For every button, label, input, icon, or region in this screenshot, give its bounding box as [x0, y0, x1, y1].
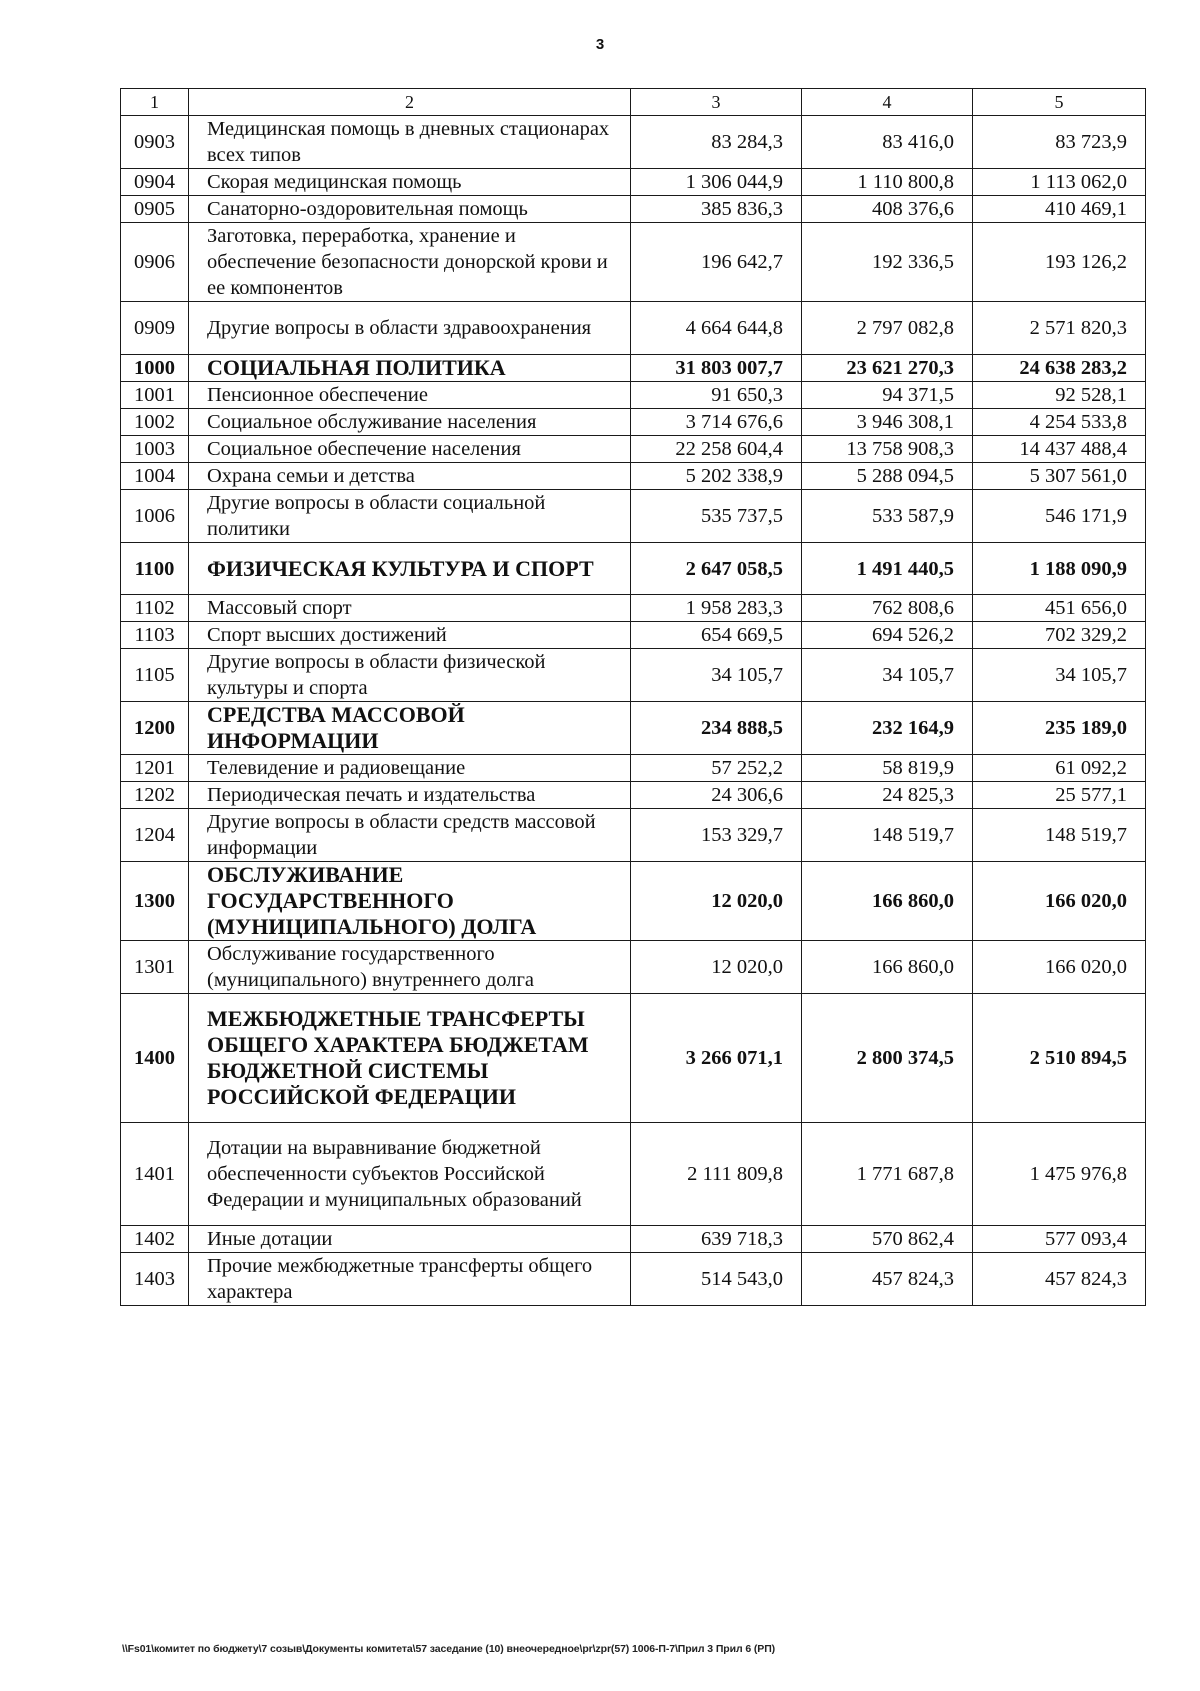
row-name: Иные дотации [189, 1226, 631, 1253]
row-value-col4: 13 758 908,3 [802, 436, 973, 463]
row-code: 0903 [121, 116, 189, 169]
table-row [121, 941, 1146, 994]
row-value-col3: 1 306 044,9 [631, 169, 802, 196]
row-value-col5: 2 510 894,5 [973, 994, 1146, 1123]
row-value-col5: 148 519,7 [973, 809, 1146, 862]
row-value-col3: 1 958 283,3 [631, 595, 802, 622]
budget-table [120, 88, 1146, 1306]
row-name: Спорт высших достижений [189, 622, 631, 649]
row-value-col3: 234 888,5 [631, 702, 802, 755]
row-value-col4: 1 491 440,5 [802, 543, 973, 595]
row-name: ФИЗИЧЕСКАЯ КУЛЬТУРА И СПОРТ [189, 543, 631, 595]
row-value-col3: 2 111 809,8 [631, 1123, 802, 1226]
row-value-col5: 193 126,2 [973, 223, 1146, 302]
row-value-col4: 3 946 308,1 [802, 409, 973, 436]
row-value-col4: 192 336,5 [802, 223, 973, 302]
file-path-footer: \\Fs01\комитет по бюджету\7 созыв\Документы комитета\57 заседание (10) внеочередное\pr\zpr(57) 1006-П-7\Прил 3 Прил 6 (РП) [122, 1643, 776, 1655]
row-code: 1201 [121, 755, 189, 782]
row-name: Другие вопросы в области социальной политики [189, 490, 631, 543]
column-header: 5 [973, 89, 1146, 116]
row-value-col5: 2 571 820,3 [973, 302, 1146, 355]
row-code: 1300 [121, 862, 189, 941]
column-header: 4 [802, 89, 973, 116]
row-value-col5: 1 475 976,8 [973, 1123, 1146, 1226]
row-value-col4: 148 519,7 [802, 809, 973, 862]
table-row [121, 649, 1146, 702]
row-value-col4: 166 860,0 [802, 862, 973, 941]
row-code: 1004 [121, 463, 189, 490]
row-name: Социальное обеспечение населения [189, 436, 631, 463]
table-row [121, 116, 1146, 169]
row-code: 1001 [121, 382, 189, 409]
row-name: Пенсионное обеспечение [189, 382, 631, 409]
table-row [121, 355, 1146, 382]
row-value-col3: 31 803 007,7 [631, 355, 802, 382]
row-value-col3: 2 647 058,5 [631, 543, 802, 595]
row-value-col4: 166 860,0 [802, 941, 973, 994]
table-row [121, 463, 1146, 490]
row-code: 1100 [121, 543, 189, 595]
row-value-col4: 232 164,9 [802, 702, 973, 755]
row-value-col5: 166 020,0 [973, 941, 1146, 994]
row-value-col3: 654 669,5 [631, 622, 802, 649]
table-row [121, 702, 1146, 755]
row-name: СОЦИАЛЬНАЯ ПОЛИТИКА [189, 355, 631, 382]
row-code: 1400 [121, 994, 189, 1123]
row-name: Социальное обслуживание населения [189, 409, 631, 436]
row-name: Массовый спорт [189, 595, 631, 622]
page-number: 3 [595, 36, 605, 53]
row-value-col3: 34 105,7 [631, 649, 802, 702]
row-name: ОБСЛУЖИВАНИЕ ГОСУДАРСТВЕННОГО (МУНИЦИПАЛЬНОГО) ДОЛГА [189, 862, 631, 941]
row-value-col5: 546 171,9 [973, 490, 1146, 543]
row-value-col3: 514 543,0 [631, 1253, 802, 1306]
table-row [121, 196, 1146, 223]
row-code: 1204 [121, 809, 189, 862]
row-name: СРЕДСТВА МАССОВОЙ ИНФОРМАЦИИ [189, 702, 631, 755]
row-value-col5: 577 093,4 [973, 1226, 1146, 1253]
row-code: 1105 [121, 649, 189, 702]
row-name: Заготовка, переработка, хранение и обеспечение безопасности донорской крови и ее компонентов [189, 223, 631, 302]
row-value-col4: 694 526,2 [802, 622, 973, 649]
row-value-col4: 24 825,3 [802, 782, 973, 809]
row-value-col5: 92 528,1 [973, 382, 1146, 409]
row-value-col3: 22 258 604,4 [631, 436, 802, 463]
row-name: Обслуживание государственного (муниципального) внутреннего долга [189, 941, 631, 994]
row-code: 1402 [121, 1226, 189, 1253]
table-row [121, 809, 1146, 862]
row-value-col4: 2 797 082,8 [802, 302, 973, 355]
row-code: 1006 [121, 490, 189, 543]
row-value-col5: 4 254 533,8 [973, 409, 1146, 436]
table-header-row [121, 89, 1146, 116]
row-name: Скорая медицинская помощь [189, 169, 631, 196]
row-value-col5: 1 188 090,9 [973, 543, 1146, 595]
row-value-col5: 1 113 062,0 [973, 169, 1146, 196]
row-value-col3: 12 020,0 [631, 862, 802, 941]
row-code: 1401 [121, 1123, 189, 1226]
row-name: Телевидение и радиовещание [189, 755, 631, 782]
row-name: Медицинская помощь в дневных стационарах всех типов [189, 116, 631, 169]
table-row [121, 1253, 1146, 1306]
row-value-col3: 12 020,0 [631, 941, 802, 994]
row-code: 1103 [121, 622, 189, 649]
row-value-col4: 1 110 800,8 [802, 169, 973, 196]
row-code: 0909 [121, 302, 189, 355]
row-value-col4: 762 808,6 [802, 595, 973, 622]
row-value-col4: 83 416,0 [802, 116, 973, 169]
table-row [121, 382, 1146, 409]
row-value-col5: 14 437 488,4 [973, 436, 1146, 463]
row-value-col4: 94 371,5 [802, 382, 973, 409]
table-row [121, 223, 1146, 302]
row-code: 0904 [121, 169, 189, 196]
row-value-col4: 408 376,6 [802, 196, 973, 223]
column-header: 2 [189, 89, 631, 116]
row-code: 1403 [121, 1253, 189, 1306]
row-value-col5: 61 092,2 [973, 755, 1146, 782]
row-value-col3: 91 650,3 [631, 382, 802, 409]
row-code: 1003 [121, 436, 189, 463]
table-row [121, 409, 1146, 436]
row-value-col4: 457 824,3 [802, 1253, 973, 1306]
table-row [121, 782, 1146, 809]
table-row [121, 755, 1146, 782]
row-value-col4: 5 288 094,5 [802, 463, 973, 490]
row-name: Периодическая печать и издательства [189, 782, 631, 809]
row-value-col3: 4 664 644,8 [631, 302, 802, 355]
row-value-col4: 2 800 374,5 [802, 994, 973, 1123]
table-row [121, 302, 1146, 355]
column-header: 1 [121, 89, 189, 116]
table-row [121, 994, 1146, 1123]
row-value-col3: 24 306,6 [631, 782, 802, 809]
row-value-col5: 457 824,3 [973, 1253, 1146, 1306]
row-code: 1102 [121, 595, 189, 622]
row-code: 1000 [121, 355, 189, 382]
row-name: Другие вопросы в области здравоохранения [189, 302, 631, 355]
row-value-col3: 5 202 338,9 [631, 463, 802, 490]
row-value-col3: 196 642,7 [631, 223, 802, 302]
row-value-col5: 451 656,0 [973, 595, 1146, 622]
table-row [121, 622, 1146, 649]
table-row [121, 595, 1146, 622]
table-row [121, 436, 1146, 463]
row-value-col4: 570 862,4 [802, 1226, 973, 1253]
row-value-col4: 1 771 687,8 [802, 1123, 973, 1226]
row-code: 0906 [121, 223, 189, 302]
row-name: МЕЖБЮДЖЕТНЫЕ ТРАНСФЕРТЫ ОБЩЕГО ХАРАКТЕРА БЮДЖЕТАМ БЮДЖЕТНОЙ СИСТЕМЫ РОССИЙСКОЙ ФЕДЕРАЦИИ [189, 994, 631, 1123]
row-value-col5: 25 577,1 [973, 782, 1146, 809]
row-value-col3: 3 714 676,6 [631, 409, 802, 436]
row-value-col5: 34 105,7 [973, 649, 1146, 702]
row-code: 0905 [121, 196, 189, 223]
row-value-col5: 702 329,2 [973, 622, 1146, 649]
row-name: Санаторно-оздоровительная помощь [189, 196, 631, 223]
table-row [121, 490, 1146, 543]
row-value-col3: 385 836,3 [631, 196, 802, 223]
row-code: 1200 [121, 702, 189, 755]
row-value-col3: 153 329,7 [631, 809, 802, 862]
row-value-col4: 23 621 270,3 [802, 355, 973, 382]
table-row [121, 862, 1146, 941]
row-value-col3: 535 737,5 [631, 490, 802, 543]
row-code: 1202 [121, 782, 189, 809]
table-row [121, 543, 1146, 595]
row-name: Другие вопросы в области физической культуры и спорта [189, 649, 631, 702]
row-value-col4: 533 587,9 [802, 490, 973, 543]
row-code: 1002 [121, 409, 189, 436]
row-value-col5: 83 723,9 [973, 116, 1146, 169]
row-value-col3: 83 284,3 [631, 116, 802, 169]
row-value-col3: 639 718,3 [631, 1226, 802, 1253]
row-value-col5: 410 469,1 [973, 196, 1146, 223]
row-value-col5: 166 020,0 [973, 862, 1146, 941]
row-name: Прочие межбюджетные трансферты общего характера [189, 1253, 631, 1306]
column-header: 3 [631, 89, 802, 116]
table-row [121, 169, 1146, 196]
row-value-col4: 58 819,9 [802, 755, 973, 782]
row-value-col5: 5 307 561,0 [973, 463, 1146, 490]
row-value-col5: 235 189,0 [973, 702, 1146, 755]
row-value-col5: 24 638 283,2 [973, 355, 1146, 382]
row-name: Другие вопросы в области средств массовой информации [189, 809, 631, 862]
row-value-col3: 57 252,2 [631, 755, 802, 782]
row-value-col3: 3 266 071,1 [631, 994, 802, 1123]
row-code: 1301 [121, 941, 189, 994]
table-row [121, 1226, 1146, 1253]
table-row [121, 1123, 1146, 1226]
row-name: Охрана семьи и детства [189, 463, 631, 490]
row-name: Дотации на выравнивание бюджетной обеспеченности субъектов Российской Федерации и муниципальных образований [189, 1123, 631, 1226]
row-value-col4: 34 105,7 [802, 649, 973, 702]
